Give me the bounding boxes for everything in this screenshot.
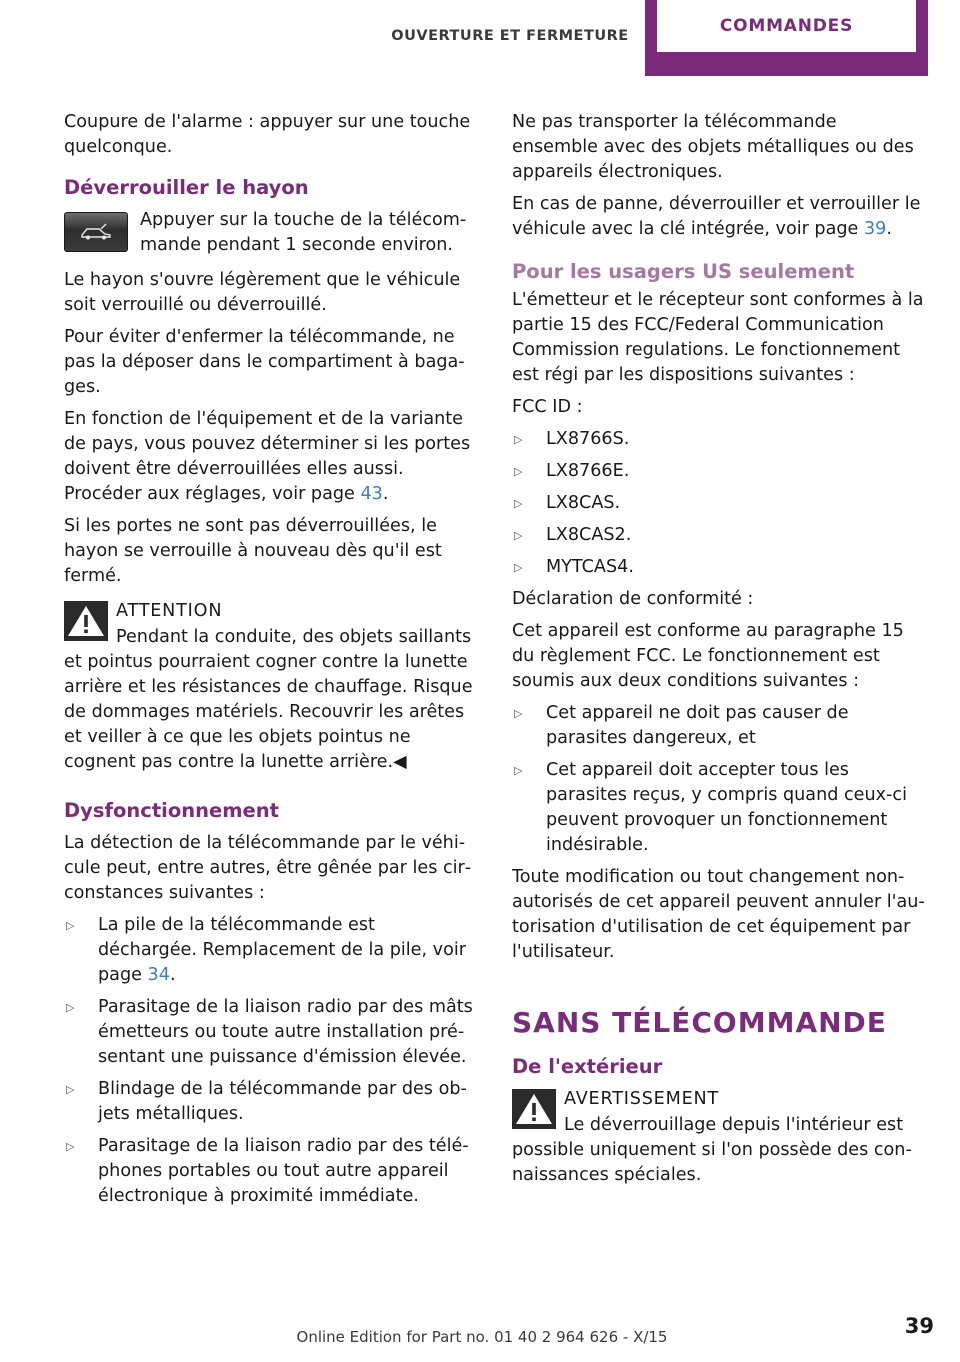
- warning-text: Le déverrouillage depuis l'intérieur est possible uniquement si l'on possède des con‐naissances spéciales.: [512, 1115, 912, 1185]
- heading-us-users: Pour les usagers US seulement: [512, 260, 855, 283]
- car-tailgate-icon: [64, 212, 128, 252]
- list-item: ▷ LX8766S.: [512, 427, 928, 452]
- heading-malfunction: Dysfonctionnement: [64, 799, 279, 822]
- bullet-icon: ▷: [66, 1140, 75, 1153]
- fcc-paragraph-text: Cet appareil est conforme au paragraphe 15 du règlement FCC. Le fonctionnement est soumis aux deux conditions suivantes :: [512, 621, 904, 691]
- chapter-tab-label: COMMANDES: [657, 0, 916, 52]
- attention-text: Pendant la conduite, des objets saillants et pointus pourraient cogner contre la lunette arrière et les résistances de chauffage. Risque de dommages matériels. Recouvrir les arêtes et veiller à ce que les objets pointus ne cognent pas contre la lunette arrière.◀: [64, 627, 473, 772]
- tailgate-button-text: Appuyer sur la touche de la télécom‐mande pendant 1 seconde environ.: [140, 210, 467, 255]
- bullet-icon: ▷: [66, 1083, 75, 1096]
- list-item: ▷ LX8766E.: [512, 459, 928, 484]
- page-link-39[interactable]: 39: [863, 219, 887, 239]
- malfunction-intro: La détection de la télécommande par le véhi‐cule peut, entre autres, être gênée par les cir‐constances suivantes :: [64, 833, 472, 903]
- integrated-key-text: En cas de panne, déverrouiller et verrouiller le véhicule avec la clé intégrée, voir page 39.: [512, 194, 921, 239]
- bullet-icon: ▷: [514, 707, 523, 720]
- chapter-tab: [645, 0, 928, 76]
- warning-triangle-icon: [64, 601, 108, 641]
- list-item: ▷ Cet appareil ne doit pas causer de parasites dangereux, et: [514, 703, 849, 748]
- modification-text: Toute modification ou tout changement non-autorisés de cet appareil peuvent annuler l'au‐torisation d'utilisation de cet équipement par l'utilisateur.: [512, 867, 925, 962]
- warning-triangle-icon: [512, 1089, 556, 1129]
- bullet-icon: ▷: [66, 1001, 75, 1014]
- alarm-cutoff-text: Coupure de l'alarme : appuyer sur une touche quelconque.: [64, 112, 471, 157]
- list-item: ▷ LX8CAS.: [512, 491, 928, 516]
- tailgate-button-row: [64, 208, 478, 258]
- fcc-id-label: FCC ID :: [512, 397, 583, 417]
- page-link-43[interactable]: 43: [360, 484, 383, 504]
- attention-title: ATTENTION: [116, 601, 223, 621]
- heading-unlock-tailgate: Déverrouiller le hayon: [64, 176, 309, 199]
- bullet-icon: ▷: [66, 919, 75, 932]
- list-item: ▷ Cet appareil doit accepter tous les parasites reçus, y compris quand ceux-ci peuvent provoquer un fonctionnement indésirable.: [514, 760, 907, 855]
- bullet-icon: ▷: [514, 764, 523, 777]
- footer-edition: Online Edition for Part no. 01 40 2 964 626 - X/15: [296, 1328, 668, 1346]
- page-number: 39: [904, 1314, 934, 1338]
- fcc-compliance-text: L'émetteur et le récepteur sont conformes à la partie 15 des FCC/Federal Communication Commission regulations. Le fonctionnement est régi par les dispositions suivantes :: [512, 290, 924, 385]
- right-column: [512, 110, 928, 1195]
- tailgate-opens-text: Le hayon s'ouvre légèrement que le véhicule soit verrouillé ou déverrouillé.: [64, 270, 461, 315]
- bullet-icon: ▷: [514, 561, 523, 574]
- list-item: ▷ Parasitage de la liaison radio par des mâts émetteurs ou toute autre installation pré‐sentant une puissance d'émission élevée.: [66, 997, 473, 1067]
- list-item: ▷ LX8CAS2.: [512, 523, 928, 548]
- heading-from-outside: De l'extérieur: [512, 1055, 663, 1078]
- bullet-icon: ▷: [514, 529, 523, 542]
- bullet-icon: ▷: [514, 497, 523, 510]
- warning-title: AVERTISSEMENT: [564, 1089, 719, 1109]
- list-item: ▷ MYTCAS4.: [512, 555, 928, 580]
- list-item: ▷ Parasitage de la liaison radio par des télé‐phones portables ou tout autre appareil électronique à proximité immédiate.: [66, 1136, 469, 1206]
- section-title: OUVERTURE ET FERMETURE: [391, 28, 629, 44]
- conformity-label: Déclaration de conformité :: [512, 589, 754, 609]
- doors-setting-text: En fonction de l'équipement et de la variante de pays, vous pouvez déterminer si les portes doivent être déverrouillées elles aussi. Procéder aux réglages, voir page 43.: [64, 409, 471, 504]
- heading-without-remote: SANS TÉLÉCOMMANDE: [512, 1006, 887, 1039]
- list-item: ▷ La pile de la télécommande est déchargée. Remplacement de la pile, voir page 34.: [66, 915, 466, 985]
- malfunction-list: [64, 913, 478, 1209]
- avoid-lockin-text: Pour éviter d'enfermer la télécommande, ne pas la déposer dans le compartiment à baga‐ges.: [64, 327, 465, 397]
- page-link-34[interactable]: 34: [147, 965, 170, 985]
- fcc-id-list: [512, 427, 928, 580]
- conditions-list: [512, 701, 928, 858]
- bullet-icon: ▷: [514, 465, 523, 478]
- bullet-icon: ▷: [514, 433, 523, 446]
- no-metal-text: Ne pas transporter la télécommande ensemble avec des objets métalliques ou des appareils électroniques.: [512, 112, 914, 182]
- list-item: ▷ Blindage de la télécommande par des ob‐jets métalliques.: [66, 1079, 467, 1124]
- relock-text: Si les portes ne sont pas déverrouillées, le hayon se verrouille à nouveau dès qu'il est fermé.: [64, 516, 442, 586]
- left-column: [64, 110, 478, 1216]
